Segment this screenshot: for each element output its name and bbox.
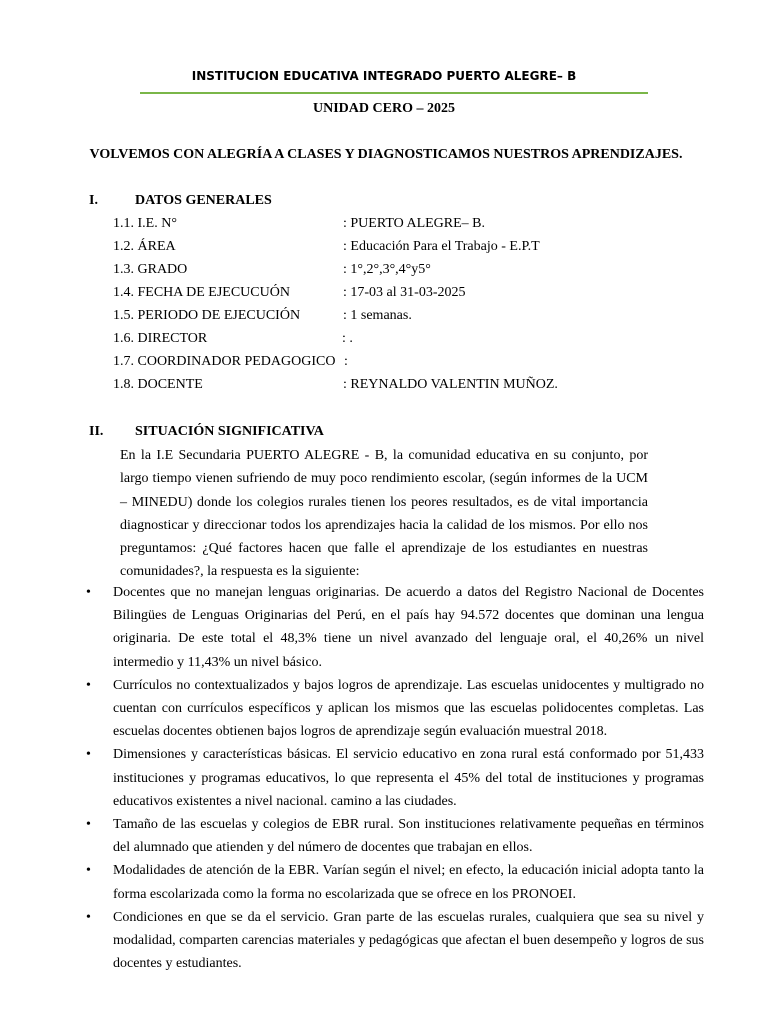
row-label: 1.2. ÁREA <box>113 239 176 254</box>
general-data-row <box>113 331 673 351</box>
list-item <box>84 581 704 674</box>
unit-title: UNIDAD CERO – 2025 <box>313 101 455 116</box>
row-label: 1.4. FECHA DE EJECUCUÓN <box>113 285 290 300</box>
row-label: 1.3. GRADO <box>113 262 188 277</box>
list-item-text: Dimensiones y características básicas. El servicio educativo en zona rural está conformado por 51,433 instituciones y programas educativos, lo que representa el 45% del total de instituciones y programas educativos existentes a nivel nacional. camino a las ciudades. <box>113 747 704 809</box>
row-value: : <box>344 354 348 369</box>
list-item-text: Currículos no contextualizados y bajos logros de aprendizaje. Las escuelas unidocentes y multigrado no cuentan con currículos específicos y aplican los mismos que las escuelas polidocentes completas. Las escuelas docentes obtienen bajos logros de aprendizaje según evaluación muestral 2018. <box>113 677 704 740</box>
list-item <box>84 906 704 976</box>
bullet-icon: • <box>86 817 91 833</box>
row-value: : Educación Para el Trabajo - E.P.T <box>343 239 540 254</box>
header-divider <box>140 92 648 94</box>
row-label: 1.5. PERIODO DE EJECUCIÓN <box>113 308 301 323</box>
general-data-row <box>113 216 673 236</box>
row-label: 1.1. I.E. N° <box>113 216 177 231</box>
bullet-icon: • <box>86 677 91 693</box>
bullet-icon: • <box>86 863 91 879</box>
list-item-text: Docentes que no manejan lenguas originarias. De acuerdo a datos del Registro Nacional de Docentes Bilingües de Lenguas Originarias del Perú, en el país hay 94.572 docentes que dominan una lengua originaria. De este total el 48,3% tiene un nivel avanzado del lenguaje oral, el 40,26% un nivel intermedio y 11,43% un nivel básico. <box>113 585 704 670</box>
general-data-row <box>113 285 673 305</box>
row-value: : REYNALDO VALENTIN MUÑOZ. <box>343 377 558 392</box>
bullet-icon: • <box>86 747 91 763</box>
general-data-row <box>113 308 673 328</box>
row-label: 1.6. DIRECTOR <box>113 331 208 346</box>
bullet-icon: • <box>86 585 91 600</box>
situation-paragraph: En la I.E Secundaria PUERTO ALEGRE - B, la comunidad educativa en su conjunto, por largo tiempo vienen sufriendo de muy poco rendimiento escolar, (según informes de la UCM – MINEDU) donde los colegios rurales tienen los peores resultados, es de vital importancia diagnosticar y direccionar todos los aprendizajes hacia la calidad de los mismos. Por ello nos preguntamos: ¿Qué factores hacen que falle el aprendizaje de los estudiantes en nuestras comunidades?, la respuesta es la siguiente: <box>120 448 648 580</box>
list-item-text: Tamaño de las escuelas y colegios de EBR rural. Son instituciones relativamente pequeñas en términos del alumnado que atienden y del número de docentes que trabajan en ellos. <box>113 817 704 856</box>
row-value: : . <box>342 331 353 346</box>
section-1-number: I. <box>89 193 98 208</box>
bullet-icon: • <box>86 909 91 925</box>
general-data-row <box>113 262 673 282</box>
row-label: 1.8. DOCENTE <box>113 377 203 392</box>
list-item <box>84 674 704 744</box>
unit-motto: VOLVEMOS CON ALEGRÍA A CLASES Y DIAGNOSTICAMOS NUESTROS APRENDIZAJES. <box>89 147 683 162</box>
row-value: : 1 semanas. <box>343 308 412 323</box>
row-label: 1.7. COORDINADOR PEDAGOGICO <box>113 354 336 369</box>
list-item <box>84 743 704 813</box>
general-data-row <box>113 354 673 374</box>
row-value: : PUERTO ALEGRE– B. <box>343 216 486 231</box>
list-item-text: Condiciones en que se da el servicio. Gran parte de las escuelas rurales, cualquiera que sea su nivel y modalidad, comparten carencias materiales y pedagógicas que afectan el buen desempeño y logros de sus docentes y estudiantes. <box>113 909 704 972</box>
section-1-title: DATOS GENERALES <box>135 193 272 208</box>
row-value: : 17-03 al 31-03-2025 <box>343 285 466 300</box>
list-item <box>84 859 704 905</box>
factors-list <box>84 581 704 975</box>
general-data-row <box>113 377 673 397</box>
institution-header: INSTITUCION EDUCATIVA INTEGRADO PUERTO ALEGRE– B <box>191 69 577 83</box>
list-item-text: Modalidades de atención de la EBR. Varían según el nivel; en efecto, la educación inicial adopta tanto la forma escolarizada como la forma no escolarizada que se ofrece en los PRONOEI. <box>113 863 704 902</box>
general-data-row <box>113 239 673 259</box>
section-2-title: SITUACIÓN SIGNIFICATIVA <box>135 424 324 439</box>
section-2-number: II. <box>89 424 104 439</box>
row-value: : 1°,2°,3°,4°y5° <box>343 262 431 277</box>
list-item <box>84 813 704 859</box>
